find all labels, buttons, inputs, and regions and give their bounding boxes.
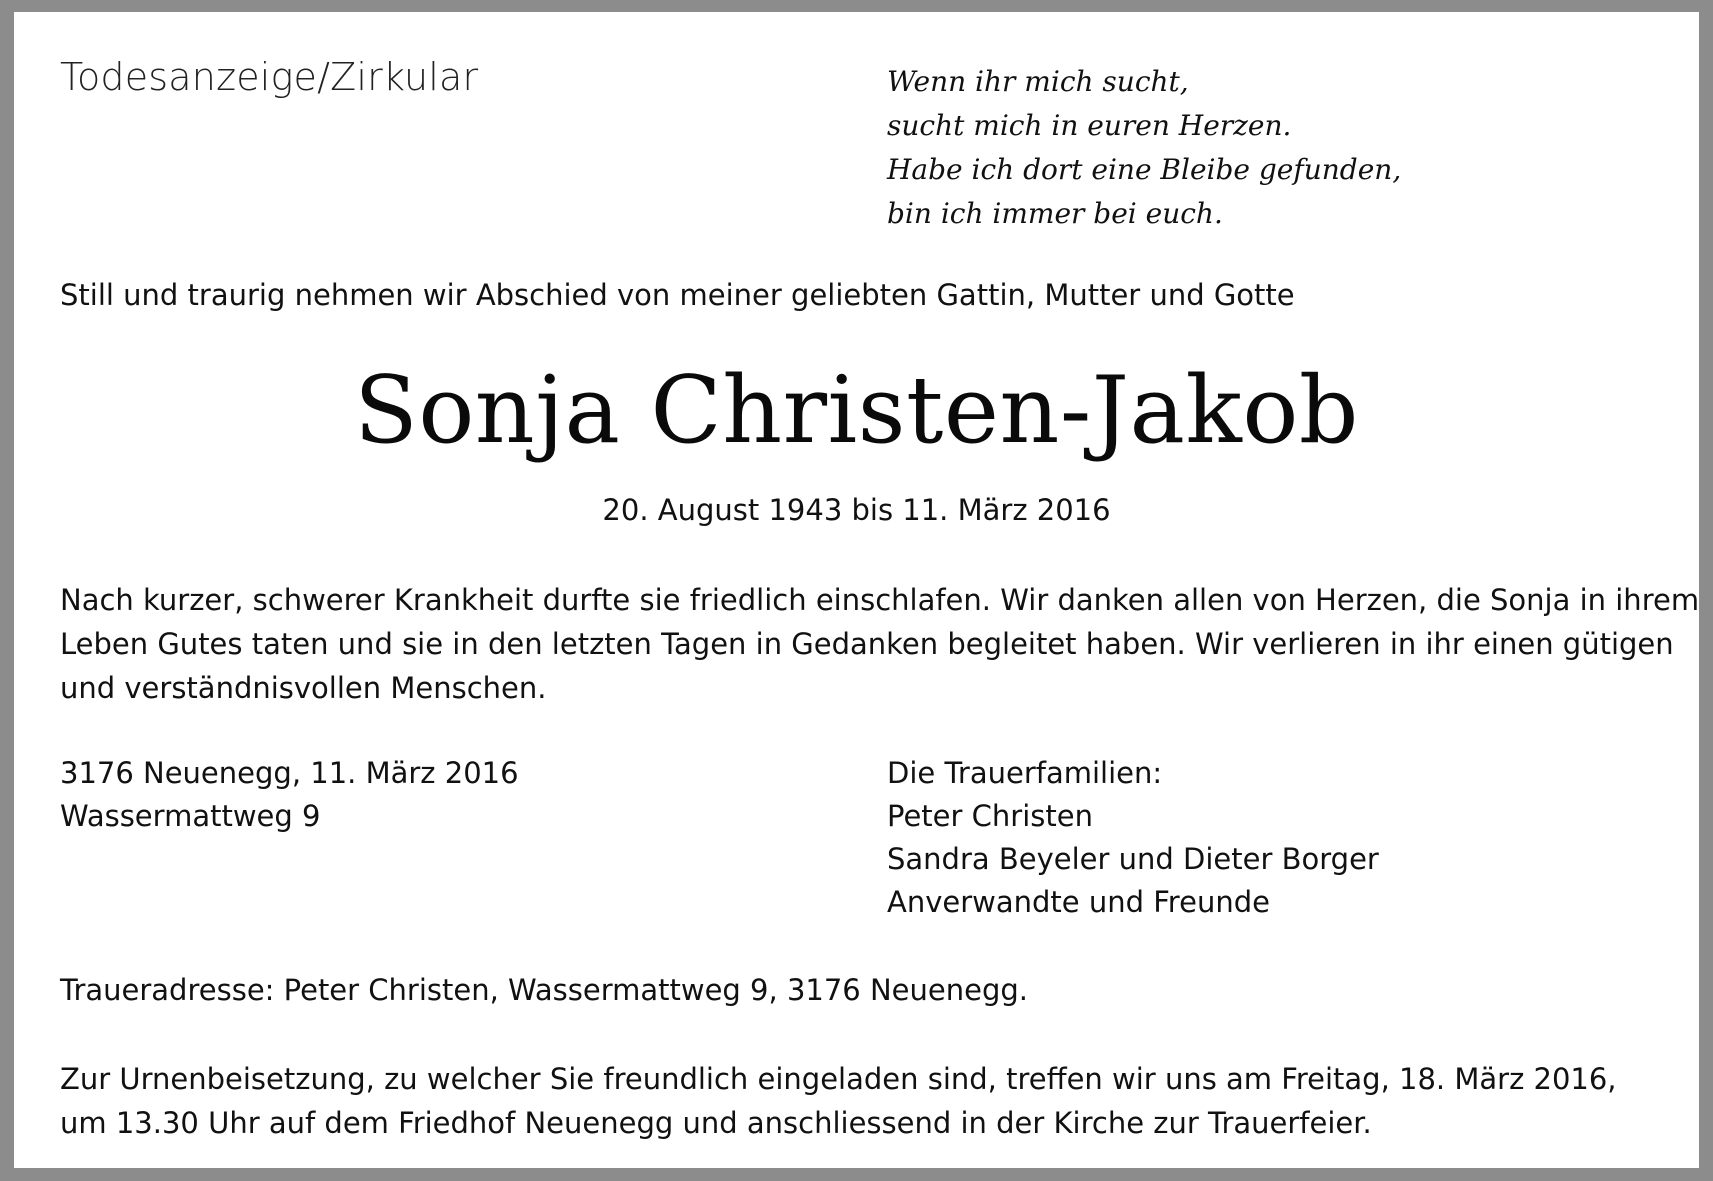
funeral-notice bbox=[60, 1057, 1617, 1145]
poem-line: Wenn ihr mich sucht, bbox=[887, 65, 1189, 98]
poem bbox=[887, 60, 1401, 236]
message-line: und verständnisvollen Menschen. bbox=[60, 671, 547, 705]
street-address: Wassermattweg 9 bbox=[60, 799, 321, 833]
place-and-address bbox=[60, 752, 519, 838]
document-type-label: Todesanzeige/Zirkular bbox=[60, 55, 479, 99]
place-date: 3176 Neuenegg, 11. März 2016 bbox=[60, 756, 519, 790]
poem-line: bin ich immer bei euch. bbox=[887, 197, 1223, 230]
funeral-line: um 13.30 Uhr auf dem Friedhof Neuenegg und anschliessend in der Kirche zur Trauerfeier. bbox=[60, 1106, 1372, 1140]
mourning-address: Traueradresse: Peter Christen, Wassermattweg 9, 3176 Neuenegg. bbox=[60, 973, 1028, 1007]
message-paragraph bbox=[60, 578, 1700, 710]
family-member: Peter Christen bbox=[887, 799, 1093, 833]
family-member: Anverwandte und Freunde bbox=[887, 885, 1270, 919]
deceased-name: Sonja Christen-Jakob bbox=[354, 356, 1359, 464]
mourning-families bbox=[887, 752, 1379, 924]
poem-line: sucht mich in euren Herzen. bbox=[887, 109, 1292, 142]
message-line: Nach kurzer, schwerer Krankheit durfte sie friedlich einschlafen. Wir danken allen von Herzen, die Sonja in ihrem bbox=[60, 583, 1700, 617]
life-dates: 20. August 1943 bis 11. März 2016 bbox=[602, 493, 1111, 527]
message-line: Leben Gutes taten und sie in den letzten Tagen in Gedanken begleitet haben. Wir verlieren in ihr einen gütigen bbox=[60, 627, 1674, 661]
intro-text: Still und traurig nehmen wir Abschied von meiner geliebten Gattin, Mutter und Gotte bbox=[60, 278, 1295, 312]
family-member: Sandra Beyeler und Dieter Borger bbox=[887, 842, 1379, 876]
poem-line: Habe ich dort eine Bleibe gefunden, bbox=[887, 153, 1402, 186]
funeral-line: Zur Urnenbeisetzung, zu welcher Sie freundlich eingeladen sind, treffen wir uns am Freitag, 18. März 2016, bbox=[60, 1062, 1617, 1096]
families-heading: Die Trauerfamilien: bbox=[887, 756, 1163, 790]
